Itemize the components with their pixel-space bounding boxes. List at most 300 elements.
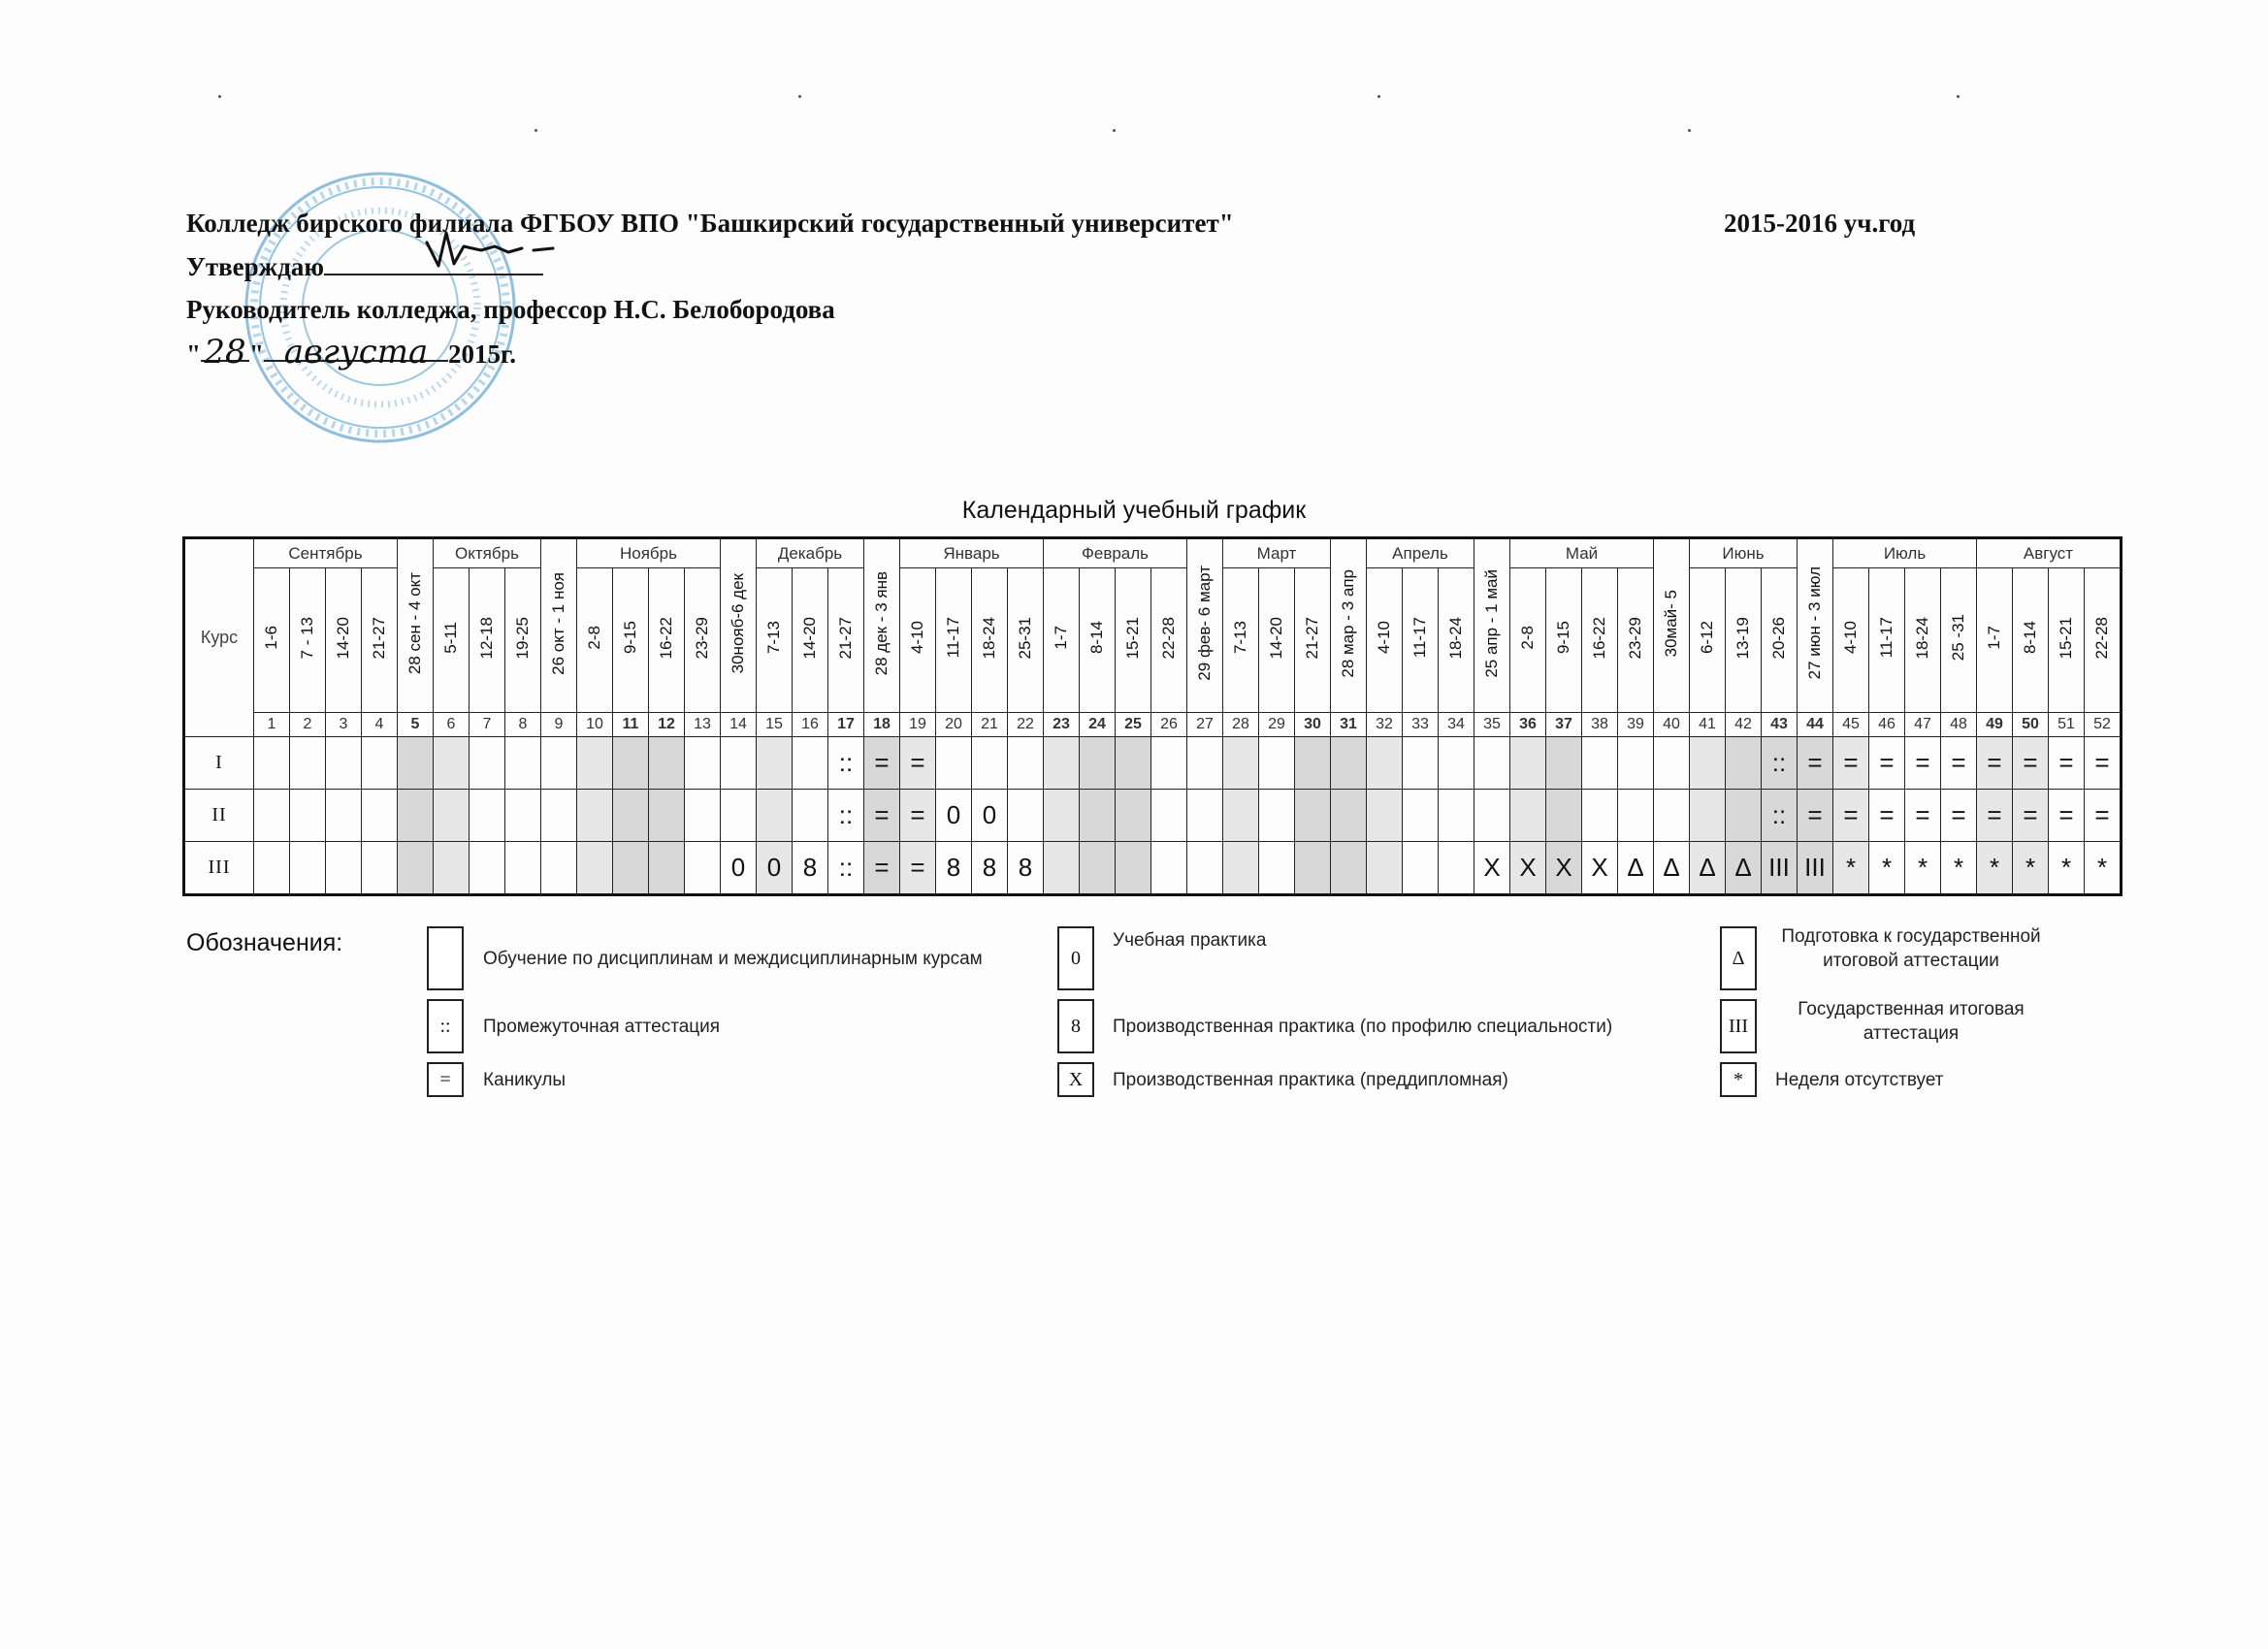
schedule-cell <box>1116 842 1151 895</box>
approval-line <box>186 244 1234 288</box>
schedule-cell <box>1187 737 1223 790</box>
week-label: 28 дек - 3 янв <box>872 570 891 676</box>
week-label: 21-27 <box>370 616 388 660</box>
week-header <box>326 568 362 713</box>
week-header <box>1762 568 1798 713</box>
week-number: 14 <box>721 713 757 737</box>
week-header <box>577 568 613 713</box>
week-label: 2-8 <box>585 626 603 650</box>
schedule-cell: = <box>2013 790 2049 842</box>
schedule-cell <box>757 790 793 842</box>
week-number: 38 <box>1582 713 1618 737</box>
week-label: 22-28 <box>1159 616 1178 660</box>
schedule-cell <box>757 737 793 790</box>
schedule-cell: * <box>1977 842 2013 895</box>
schedule-cell <box>1223 737 1259 790</box>
week-label: 15-21 <box>2057 616 2075 660</box>
schedule-cell: * <box>2085 842 2122 895</box>
week-label: 27 июн - 3 июл <box>1805 566 1824 680</box>
schedule-cell <box>1439 842 1474 895</box>
schedule-cell <box>1726 737 1762 790</box>
month-header: Сентябрь <box>254 538 398 568</box>
week-label: 18-24 <box>980 616 998 660</box>
week-number: 12 <box>649 713 685 737</box>
week-number: 41 <box>1690 713 1726 737</box>
schedule-cell <box>721 737 757 790</box>
week-label: 4-10 <box>908 621 926 655</box>
week-number: 18 <box>864 713 900 737</box>
schedule-cell: = <box>864 737 900 790</box>
schedule-cell: :: <box>828 842 864 895</box>
schedule-cell <box>1331 842 1367 895</box>
schedule-cell <box>1295 790 1331 842</box>
scan-dot <box>1957 95 1960 98</box>
date-month-field <box>264 331 448 372</box>
week-number: 33 <box>1403 713 1439 737</box>
week-header <box>900 568 936 713</box>
week-header <box>1403 568 1439 713</box>
scan-dot <box>535 129 537 132</box>
week-number: 10 <box>577 713 613 737</box>
week-header <box>1151 568 1187 713</box>
week-number: 24 <box>1080 713 1116 737</box>
month-header: Февраль <box>1044 538 1187 568</box>
schedule-cell <box>1151 790 1187 842</box>
week-number: 19 <box>900 713 936 737</box>
legend-label: Подготовка к государственной итоговой аттестации <box>1781 926 2041 971</box>
week-number: 15 <box>757 713 793 737</box>
week-label: 22-28 <box>2092 616 2111 660</box>
week-number: 7 <box>470 713 505 737</box>
week-label: 11-17 <box>944 617 962 659</box>
kurs-header: Курс <box>184 538 254 737</box>
schedule-cell <box>290 842 326 895</box>
schedule-cell <box>1223 842 1259 895</box>
week-number: 29 <box>1259 713 1295 737</box>
month-header: Июль <box>1833 538 1977 568</box>
schedule-cell <box>1080 790 1116 842</box>
schedule-cell <box>936 737 972 790</box>
schedule-cell <box>1654 790 1690 842</box>
schedule-cell <box>1223 790 1259 842</box>
schedule-cell <box>1295 842 1331 895</box>
week-number: 36 <box>1510 713 1546 737</box>
date-year: 2015г. <box>448 340 516 369</box>
week-label: 7-13 <box>764 621 783 655</box>
schedule-cell: X <box>1582 842 1618 895</box>
legend-symbol-box: Δ <box>1720 926 1757 990</box>
week-label: 6-12 <box>1698 621 1716 655</box>
schedule-cell: = <box>2085 737 2122 790</box>
month-header: Март <box>1223 538 1331 568</box>
scan-dot <box>218 95 221 98</box>
schedule-cell <box>1259 737 1295 790</box>
week-header <box>1116 568 1151 713</box>
month-header: Апрель <box>1367 538 1474 568</box>
week-label: 16-22 <box>657 616 675 660</box>
week-header <box>793 568 828 713</box>
week-label: 1-6 <box>262 626 280 650</box>
week-header <box>1080 568 1116 713</box>
schedule-cell <box>1403 842 1439 895</box>
week-header <box>434 568 470 713</box>
schedule-cell: = <box>2049 790 2085 842</box>
week-label: 7-13 <box>1231 621 1249 655</box>
week-header <box>1582 568 1618 713</box>
schedule-cell <box>1582 790 1618 842</box>
schedule-cell <box>1259 790 1295 842</box>
week-label: 14-20 <box>1267 616 1285 660</box>
week-number: 43 <box>1762 713 1798 737</box>
date-mid-quote: " <box>249 340 264 369</box>
week-header <box>685 568 721 713</box>
legend-symbol-box: III <box>1720 999 1757 1053</box>
schedule-cell: = <box>1941 790 1977 842</box>
schedule-cell: Δ <box>1618 842 1654 895</box>
week-label: 14-20 <box>334 616 352 660</box>
schedule-cell <box>470 842 505 895</box>
schedule-cell: III <box>1762 842 1798 895</box>
week-label: 18-24 <box>1913 616 1931 660</box>
legend-symbol-box: 0 <box>1057 926 1094 990</box>
week-header <box>254 568 290 713</box>
month-header: Декабрь <box>757 538 864 568</box>
week-label: 23-29 <box>1626 616 1644 660</box>
week-label: 29 фев- 6 март <box>1195 566 1214 681</box>
week-header <box>1977 568 2013 713</box>
week-header <box>1941 568 1977 713</box>
schedule-cell <box>505 842 541 895</box>
schedule-cell <box>1654 737 1690 790</box>
scan-dot <box>1377 95 1380 98</box>
week-number: 23 <box>1044 713 1080 737</box>
legend-label: Учебная практика <box>1113 930 1267 951</box>
schedule-cell: = <box>1798 790 1833 842</box>
week-label: 20-26 <box>1769 616 1788 660</box>
month-header: Май <box>1510 538 1654 568</box>
week-header <box>721 538 757 713</box>
week-header <box>505 568 541 713</box>
week-number: 52 <box>2085 713 2122 737</box>
week-header <box>613 568 649 713</box>
schedule-cell <box>793 737 828 790</box>
week-header <box>1223 568 1259 713</box>
week-number: 30 <box>1295 713 1331 737</box>
schedule-cell <box>362 737 398 790</box>
schedule-cell <box>434 737 470 790</box>
schedule-cell <box>972 737 1008 790</box>
week-label: 30май- 5 <box>1662 589 1680 658</box>
legend-symbol-box: * <box>1720 1062 1757 1097</box>
schedule-cell <box>326 842 362 895</box>
week-number: 47 <box>1905 713 1941 737</box>
date-month: августа <box>283 333 429 372</box>
schedule-cell <box>398 737 434 790</box>
week-number: 13 <box>685 713 721 737</box>
schedule-cell <box>470 790 505 842</box>
schedule-cell <box>649 737 685 790</box>
schedule-cell <box>326 737 362 790</box>
schedule-cell <box>1151 842 1187 895</box>
schedule-cell: * <box>1869 842 1905 895</box>
week-number: 9 <box>541 713 577 737</box>
week-number: 17 <box>828 713 864 737</box>
week-header <box>864 538 900 713</box>
week-header <box>1008 568 1044 713</box>
week-label: 14-20 <box>800 616 819 660</box>
week-number: 35 <box>1474 713 1510 737</box>
handwritten-signature <box>388 225 563 274</box>
schedule-cell <box>1187 790 1223 842</box>
legend-symbol-box: X <box>1057 1062 1094 1097</box>
week-label: 28 мар - 3 апр <box>1339 568 1357 678</box>
month-header: Январь <box>900 538 1044 568</box>
week-label: 11-17 <box>1877 617 1895 659</box>
week-header <box>1654 538 1690 713</box>
week-header <box>1474 538 1510 713</box>
schedule-cell: Δ <box>1690 842 1726 895</box>
schedule-cell <box>577 737 613 790</box>
week-label: 1-7 <box>1052 626 1070 650</box>
schedule-cell <box>1367 737 1403 790</box>
schedule-cell <box>541 737 577 790</box>
schedule-row <box>184 790 2122 842</box>
schedule-cell: * <box>2049 842 2085 895</box>
schedule-cell <box>1044 790 1080 842</box>
schedule-cell: :: <box>1762 790 1798 842</box>
schedule-cell <box>1403 790 1439 842</box>
schedule-cell <box>1367 790 1403 842</box>
schedule-cell <box>326 790 362 842</box>
week-header <box>1439 568 1474 713</box>
week-label: 9-15 <box>621 621 639 655</box>
week-header <box>936 568 972 713</box>
week-header <box>1869 568 1905 713</box>
week-header <box>470 568 505 713</box>
schedule-cell <box>721 790 757 842</box>
schedule-cell <box>1690 737 1726 790</box>
schedule-cell: :: <box>1762 737 1798 790</box>
date-day: 28 <box>204 333 246 372</box>
schedule-cell <box>1331 737 1367 790</box>
schedule-cell <box>577 842 613 895</box>
schedule-cell: = <box>900 790 936 842</box>
week-number: 4 <box>362 713 398 737</box>
schedule-cell: * <box>1905 842 1941 895</box>
week-header <box>398 538 434 713</box>
week-label: 12-18 <box>477 616 496 660</box>
schedule-cell <box>1618 737 1654 790</box>
week-header <box>1510 568 1546 713</box>
schedule-cell <box>1044 842 1080 895</box>
schedule-cell <box>685 737 721 790</box>
week-header <box>972 568 1008 713</box>
legend-label: Производственная практика (по профилю специальности) <box>1113 1016 1613 1037</box>
schedule-cell <box>1080 842 1116 895</box>
date-day-field <box>201 331 249 372</box>
week-header <box>1546 568 1582 713</box>
document-header <box>186 202 1234 375</box>
week-header <box>1187 538 1223 713</box>
schedule-cell: :: <box>828 737 864 790</box>
schedule-cell <box>1439 790 1474 842</box>
schedule-cell <box>1474 790 1510 842</box>
schedule-cell: = <box>1833 737 1869 790</box>
schedule-cell: 0 <box>936 790 972 842</box>
schedule-cell <box>1690 790 1726 842</box>
schedule-cell <box>434 790 470 842</box>
legend-label: Обучение по дисциплинам и междисциплинарным курсам <box>483 948 983 969</box>
schedule-cell <box>1295 737 1331 790</box>
week-number: 27 <box>1187 713 1223 737</box>
schedule-cell: = <box>1905 737 1941 790</box>
schedule-cell <box>541 842 577 895</box>
schedule-cell: = <box>1869 737 1905 790</box>
week-label: 21-27 <box>1303 616 1321 660</box>
schedule-cell: = <box>1977 790 2013 842</box>
scan-dot <box>1688 129 1691 132</box>
week-label: 25 -31 <box>1949 614 1967 662</box>
schedule-cell <box>685 790 721 842</box>
scan-dot <box>798 95 801 98</box>
schedule-cell <box>685 842 721 895</box>
schedule-cell: 8 <box>936 842 972 895</box>
schedule-cell <box>793 790 828 842</box>
week-header <box>757 568 793 713</box>
week-number: 21 <box>972 713 1008 737</box>
schedule-cell: * <box>1941 842 1977 895</box>
legend-symbol-box: :: <box>427 999 464 1053</box>
week-label: 4-10 <box>1375 621 1393 655</box>
week-label: 1-7 <box>1985 626 2003 650</box>
legend-label: Государственная итоговая аттестация <box>1798 999 2025 1044</box>
course-label: II <box>184 790 254 842</box>
week-label: 5-11 <box>441 622 460 654</box>
month-header: Июнь <box>1690 538 1798 568</box>
week-label: 16-22 <box>1590 616 1608 660</box>
schedule-cell <box>505 737 541 790</box>
schedule-cell <box>1546 737 1582 790</box>
schedule-cell <box>577 790 613 842</box>
schedule-cell <box>290 790 326 842</box>
week-number: 31 <box>1331 713 1367 737</box>
week-header <box>649 568 685 713</box>
week-header <box>2013 568 2049 713</box>
schedule-cell <box>1008 790 1044 842</box>
schedule-cell: 0 <box>757 842 793 895</box>
schedule-cell: = <box>864 842 900 895</box>
week-number: 3 <box>326 713 362 737</box>
schedule-cell <box>290 737 326 790</box>
schedule-cell: 8 <box>972 842 1008 895</box>
week-number: 25 <box>1116 713 1151 737</box>
schedule-cell <box>362 790 398 842</box>
week-header <box>2085 568 2122 713</box>
week-header <box>1259 568 1295 713</box>
approval-date <box>186 331 1234 375</box>
week-number: 42 <box>1726 713 1762 737</box>
schedule-table <box>182 536 2122 896</box>
week-header <box>1295 568 1331 713</box>
schedule-cell: Δ <box>1654 842 1690 895</box>
schedule-cell <box>398 842 434 895</box>
schedule-cell: = <box>1905 790 1941 842</box>
schedule-cell: X <box>1546 842 1582 895</box>
schedule-cell: 8 <box>793 842 828 895</box>
week-number: 50 <box>2013 713 2049 737</box>
schedule-cell: 0 <box>721 842 757 895</box>
week-number: 39 <box>1618 713 1654 737</box>
week-header <box>1833 568 1869 713</box>
schedule-cell <box>1044 737 1080 790</box>
week-label: 21-27 <box>836 616 855 660</box>
week-number: 8 <box>505 713 541 737</box>
week-header <box>2049 568 2085 713</box>
week-label: 30нояб-6 дек <box>729 572 747 674</box>
schedule-cell <box>254 842 290 895</box>
week-number: 34 <box>1439 713 1474 737</box>
week-label: 13-19 <box>1733 616 1752 660</box>
schedule-row <box>184 737 2122 790</box>
week-number: 22 <box>1008 713 1044 737</box>
week-label: 25-31 <box>1016 616 1034 660</box>
week-number: 46 <box>1869 713 1905 737</box>
schedule-cell: III <box>1798 842 1833 895</box>
schedule-cell <box>1116 737 1151 790</box>
week-header <box>1690 568 1726 713</box>
legend-symbol-box <box>427 926 464 990</box>
legend-title: Обозначения: <box>186 929 343 956</box>
week-header <box>290 568 326 713</box>
schedule-cell <box>362 842 398 895</box>
week-label: 18-24 <box>1446 616 1465 660</box>
schedule-cell <box>613 842 649 895</box>
schedule-cell <box>1439 737 1474 790</box>
week-label: 15-21 <box>1123 616 1142 660</box>
scan-dot <box>1113 129 1116 132</box>
week-label: 7 - 13 <box>298 616 316 660</box>
schedule-cell <box>1726 790 1762 842</box>
schedule-cell: = <box>2085 790 2122 842</box>
schedule-cell: X <box>1510 842 1546 895</box>
legend-symbol-box: 8 <box>1057 999 1094 1053</box>
week-label: 23-29 <box>693 616 711 660</box>
week-label: 26 окт - 1 ноя <box>549 571 567 675</box>
schedule-cell <box>1187 842 1223 895</box>
date-open-quote: " <box>186 340 201 369</box>
schedule-cell: = <box>1869 790 1905 842</box>
legend-label: Промежуточная аттестация <box>483 1016 721 1037</box>
schedule-cell: * <box>1833 842 1869 895</box>
week-header <box>1726 568 1762 713</box>
month-header: Ноябрь <box>577 538 721 568</box>
week-label: 8-14 <box>1087 621 1106 655</box>
schedule-cell: = <box>864 790 900 842</box>
schedule-cell <box>254 790 290 842</box>
schedule-cell <box>398 790 434 842</box>
week-label: 8-14 <box>2021 621 2039 655</box>
schedule-cell <box>1151 737 1187 790</box>
schedule-cell <box>1331 790 1367 842</box>
week-number: 48 <box>1941 713 1977 737</box>
week-number: 32 <box>1367 713 1403 737</box>
schedule-row <box>184 842 2122 895</box>
schedule-cell: = <box>1977 737 2013 790</box>
head-of-college: Руководитель колледжа, профессор Н.С. Белобородова <box>186 295 835 324</box>
week-label: 28 сен - 4 окт <box>405 571 424 675</box>
schedule-cell: 8 <box>1008 842 1044 895</box>
week-header <box>828 568 864 713</box>
